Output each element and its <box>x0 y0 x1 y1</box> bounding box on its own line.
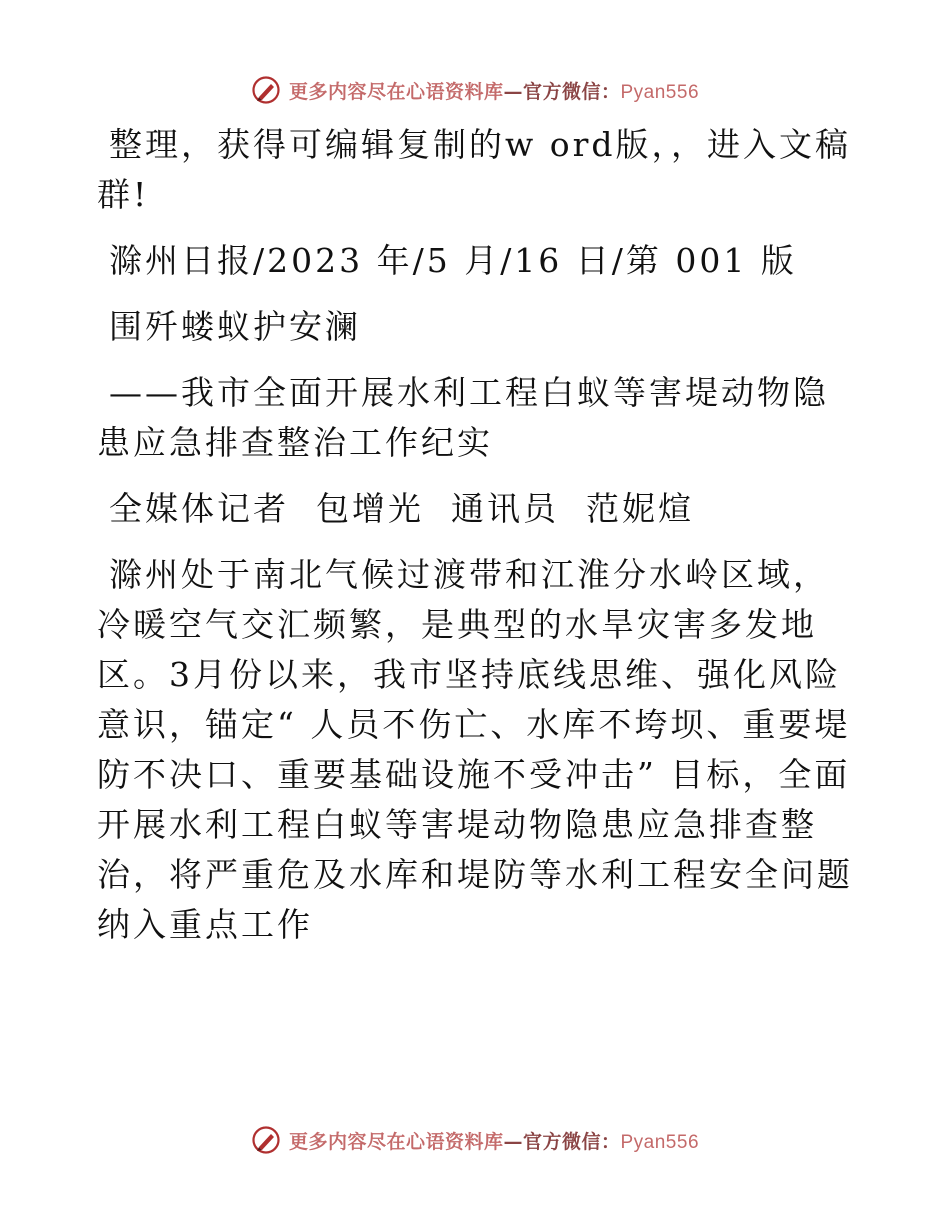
watermark-text <box>289 77 699 104</box>
document-body <box>97 120 857 966</box>
intro-paragraph: 整理，获得可编辑复制的w ord版，，进入文稿群! <box>97 125 852 214</box>
footer-watermark-banner <box>0 1120 950 1160</box>
watermark-wechat-id: Pyan556 <box>620 1131 700 1153</box>
source-line: 滁州日报/2023 年/5 月/16 日/第 001 版 <box>109 241 797 280</box>
watermark-text <box>289 1127 699 1154</box>
watermark-promo: 更多内容尽在心语资料库 <box>288 80 504 103</box>
watermark-promo: 更多内容尽在心语资料库 <box>288 1130 504 1153</box>
headline: 围歼蝼蚁护安澜 <box>109 307 361 346</box>
body-paragraph: 滁州处于南北气候过渡带和江淮分水岭区域，冷暖空气交汇频繁，是典型的水旱灾害多发地区。3月份以来，我市坚持底线思维、强化风险意识，锚定“ 人员不伤亡、水库不垮坝、重要堤防不决口、重要基础设施不受冲击” 目标，全面开展水利工程白蚁等害堤动物隐患应急排查整治，将严重危及水库和堤防等水利工程安全问题纳入重点工作 <box>97 555 853 944</box>
watermark-official: —官方微信： <box>503 1130 621 1153</box>
red-pen-logo-icon <box>251 1125 281 1155</box>
subheadline: ——我市全面开展水利工程白蚁等害堤动物隐患应急排查整治工作纪实 <box>97 373 829 462</box>
byline: 全媒体记者 包增光 通讯员 范妮煊 <box>109 489 694 528</box>
watermark-wechat-id: Pyan556 <box>620 81 700 103</box>
watermark-official: —官方微信： <box>503 80 621 103</box>
red-pen-logo-icon <box>251 75 281 105</box>
header-watermark-banner <box>0 70 950 110</box>
